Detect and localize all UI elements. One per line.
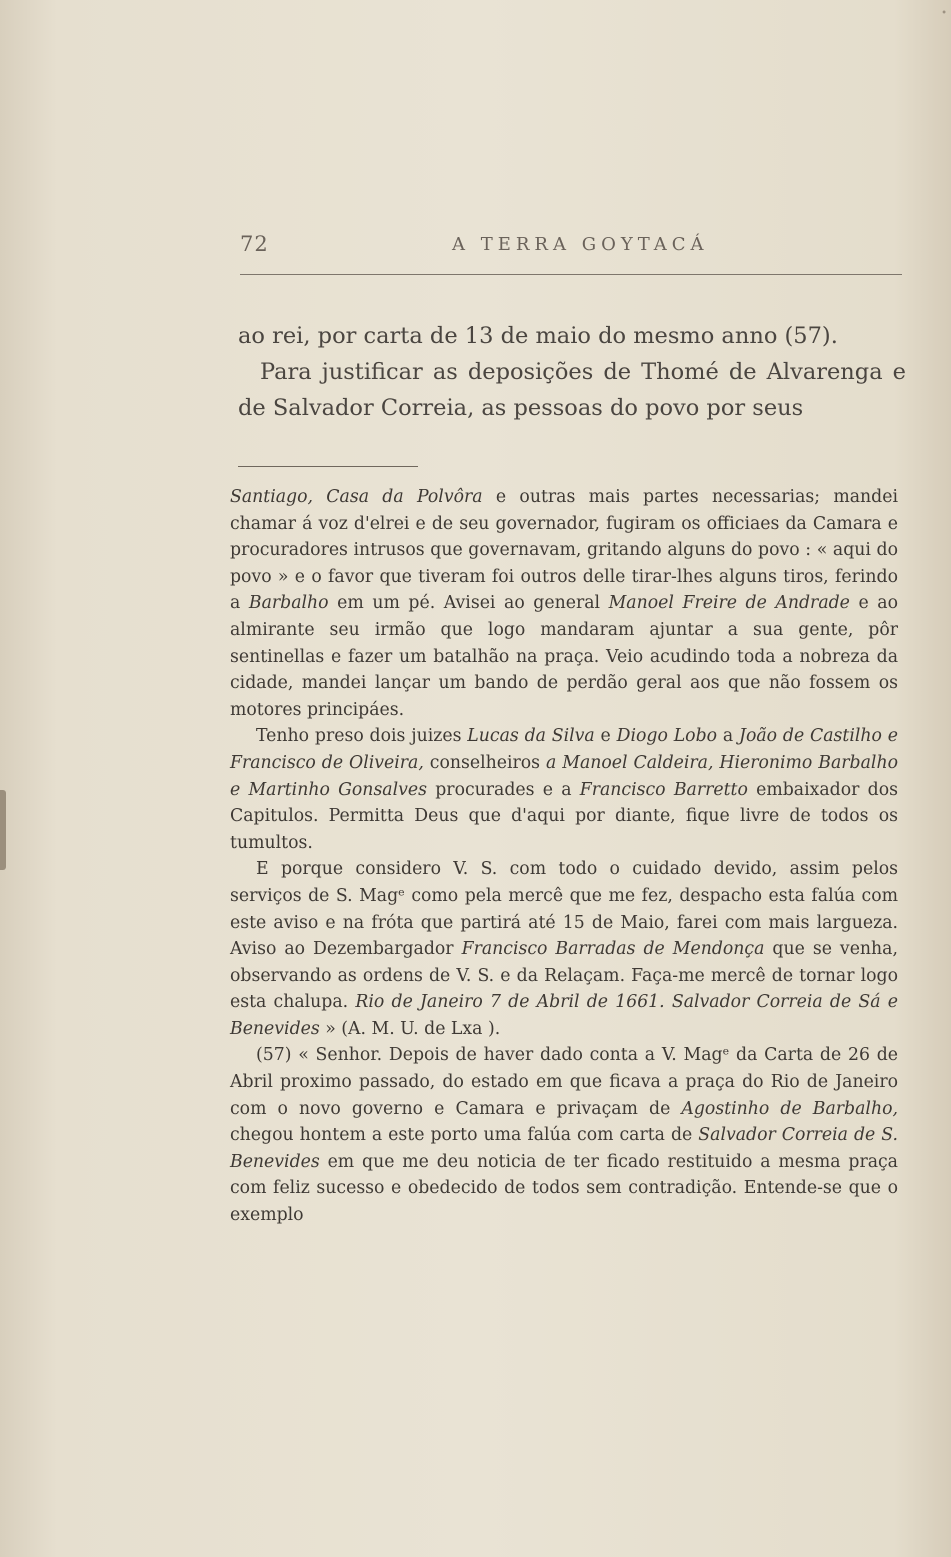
text-run: chegou hontem a este porto uma falúa com carta de [230,1125,699,1146]
main-text-line-1: ao rei, por carta de 13 de maio do mesmo anno (57). [238,323,838,349]
footnote-57 [230,1042,898,1228]
footnote-paragraph-2 [230,723,898,856]
italic-run: João de Castilho e Francisco de Oliveira, [230,726,898,773]
italic-run: a Manoel Caldeira, Hieronimo Barbalho e Martinho Gonsalves [230,752,898,800]
text-run: em que me deu noticia de ter ficado restituido a mesma praça com feliz sucesso e obedecido de todos sem contradição. Entende-se que o exemplo [230,1151,898,1226]
page-header [240,232,900,262]
footnote-paragraph-3 [230,856,898,1042]
page-edge-shadow [0,790,6,870]
main-text-paragraph-2: Para justificar as deposições de Thomé de Alvarenga e de Salvador Correia, as pessoas do povo por seus [238,359,906,421]
text-run: conselheiros [423,752,547,773]
text-run: procurades e a [427,779,580,800]
corner-mark: • [941,8,947,19]
italic-run: Manoel Freire de Andrade [608,593,850,614]
text-run: embaixador dos Capitulos. Permitta Deus que d'aqui por diante, fique livre de todos os tumultos. [230,779,898,853]
italic-run: Diogo Lobo [616,726,718,747]
text-run: e ao almirante seu irmão que logo mandaram ajuntar a sua gente, pôr sentinellas e fazer um batalhão na praça. Veio acudindo toda a nobreza da cidade, mandei lançar um bando de perdão geral aos que não fossem os motores principáes. [230,593,898,720]
page-number: 72 [240,232,269,256]
main-text [238,318,906,426]
text-run: E porque considero V. S. com todo o cuidado devido, assim pelos serviços de S. Magᵉ como pela mercê que me fez, despacho esta falúa com este aviso e na fróta que partirá até 15 de Maio, farei com mais largueza. Aviso ao Dezembargador [230,859,898,960]
text-run: (57) « Senhor. Depois de haver dado conta a V. Magᵉ da Carta de 26 de Abril proximo passado, do estado em que ficava a praça do Rio de Janeiro com o novo governo e Camara e privaçam de [230,1045,898,1119]
footnote-rule [238,466,418,467]
text-run: e outras mais partes necessarias; mandei chamar á voz d'elrei e de seu governador, fugiram os officiaes da Camara e procuradores intrusos que governavam, gritando alguns do povo : « aqui do povo » e o favor que tiveram foi outros delle tirar-lhes alguns tiros, ferindo a [230,487,899,614]
footnotes [230,484,898,1229]
italic-run: Santiago, Casa da Polvôra [230,487,483,507]
italic-run: Francisco Barradas de Mendonça [461,939,765,960]
italic-run: Lucas da Silva [467,726,595,747]
text-run: » (A. M. U. de Lxa ). [319,1018,501,1039]
italic-run: Francisco Barretto [579,779,748,800]
text-run: a [717,726,740,747]
footnote-paragraph-1 [230,484,898,723]
text-run: e [594,726,617,747]
running-title: A TERRA GOYTACÁ [452,234,709,255]
text-run: Tenho preso dois juizes [256,726,468,747]
italic-run: Barbalho [248,593,329,614]
header-rule [240,274,902,275]
italic-run: Agostinho de Barbalho, [681,1098,898,1119]
text-run: em um pé. Avisei ao general [328,593,609,614]
italic-run: Salvador Correia de S. Benevides [230,1125,898,1172]
text-run: que se venha, observando as ordens de V. S. e da Relaçam. Faça-me mercê de tornar logo esta chalupa. [230,939,898,1013]
italic-run: Rio de Janeiro 7 de Abril de 1661. Salvador Correia de Sá e Benevides [230,992,898,1039]
